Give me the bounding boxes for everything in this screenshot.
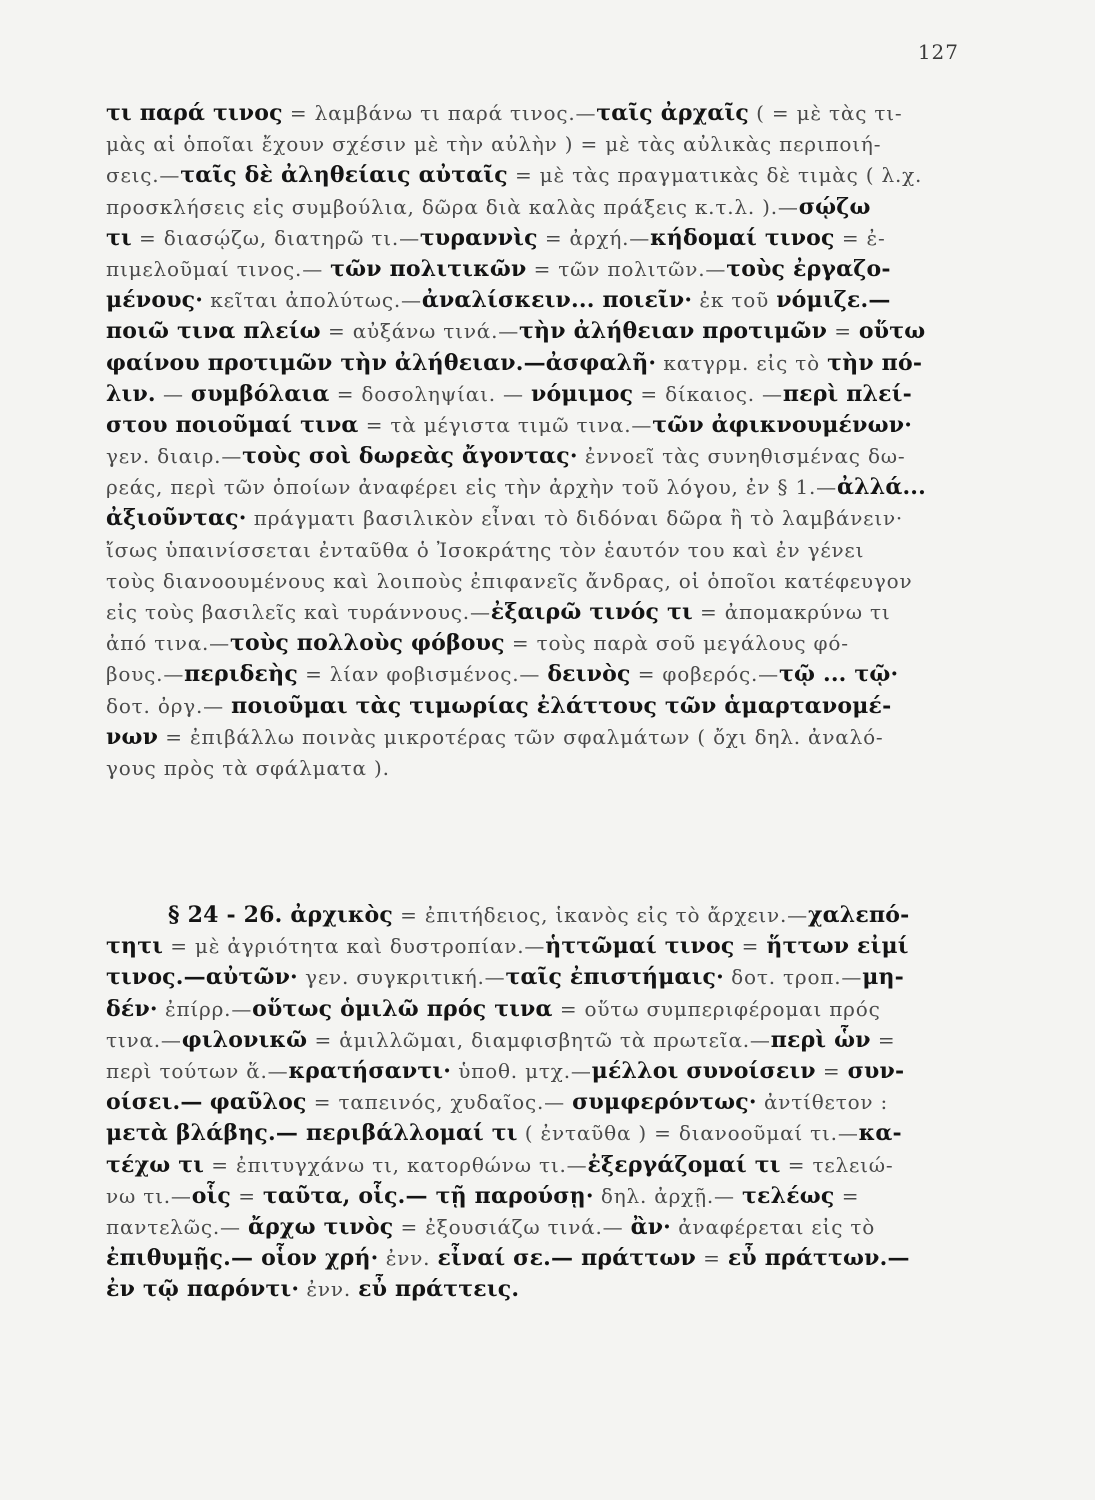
text-line [106, 129, 944, 160]
text-line [106, 1181, 944, 1212]
text-line [106, 348, 944, 379]
lemma-term: νόμιμος [530, 380, 634, 407]
gloss-text: δοτ. τροπ.— [724, 965, 863, 990]
lemma-term: τητι [106, 933, 164, 960]
lemma-term: τι [106, 224, 132, 251]
lemma-term: σῴζω [798, 193, 871, 220]
lemma-term: ἐπιθυμῇς.— οἷον χρή· [106, 1245, 379, 1272]
lemma-term: μετὰ βλάβης.— [106, 1120, 306, 1147]
text-line [106, 753, 944, 784]
gloss-text: ( ἐνταῦθα ) = διανοοῦμαί τι.— [517, 1121, 859, 1146]
lemma-term: περὶ πλεί- [782, 380, 912, 407]
lemma-term: λιν. [106, 380, 156, 407]
gloss-text: = δοσοληψίαι. — [329, 381, 531, 406]
lemma-term: περιβάλλομαί τι [305, 1120, 518, 1147]
gloss-text: ἀντίθετον : [756, 1090, 889, 1115]
lemma-term: οἷς [191, 1182, 232, 1209]
lemma-term: φιλονικῶ [181, 1026, 308, 1053]
gloss-text: = ἐξουσιάζω τινά.— [393, 1214, 631, 1239]
gloss-text: = λαμβάνω τι παρά τινος.— [282, 101, 597, 125]
lemma-term: τοὺς σοὶ δωρεὰς ἄγοντας· [242, 443, 578, 470]
gloss-text: ἐννοεῖ τὰς συνηθισμένας δω- [577, 444, 906, 469]
text-line [106, 379, 944, 410]
gloss-text: ὑποθ. μτχ.— [451, 1058, 592, 1083]
text-line [106, 994, 944, 1025]
gloss-text: παντελῶς.— [106, 1214, 248, 1239]
lemma-term: τῶν ἀφικνουμένων· [652, 411, 913, 438]
text-line [106, 410, 944, 441]
gloss-text: κεῖται ἀπολύτως.— [203, 288, 422, 313]
lemma-term: νων [106, 723, 159, 750]
lemma-term: τὴν πό- [827, 349, 923, 376]
lemma-term: τῶν πολιτικῶν [330, 255, 527, 282]
lemma-term: εὖ πράττεις. [358, 1276, 520, 1303]
gloss-text: = φοβερός.— [630, 662, 779, 687]
lemma-term: τέχω τι [106, 1151, 205, 1178]
gloss-text: = [834, 1183, 860, 1208]
text-line [106, 1087, 944, 1118]
lemma-term: τοὺς ἐργαζο- [726, 255, 891, 282]
gloss-text: = τοὺς παρὰ σοῦ μεγάλους φό- [504, 631, 849, 656]
lemma-term: μη- [862, 964, 905, 991]
text-line [106, 254, 944, 285]
text-line [106, 98, 944, 129]
lemma-term: στου ποιοῦμαί τινα [106, 411, 359, 438]
lemma-term: τυραννὶς [419, 224, 538, 251]
lemma-term: μέλλοι συνοίσειν [591, 1057, 816, 1084]
gloss-text: γεν. διαιρ.— [106, 444, 243, 469]
gloss-text: ἐπίρρ.— [157, 996, 253, 1021]
text-line [106, 1274, 944, 1305]
lemma-term: νόμιζε.— [776, 287, 891, 314]
gloss-text: πιμελοῦμαί τινος.— [106, 256, 331, 281]
lemma-term: ἀλλά... [836, 474, 927, 501]
lemma-term: χαλεπό- [807, 902, 910, 928]
text-line [106, 659, 944, 690]
lemma-term: εἶναί σε.— πράττων [437, 1245, 696, 1272]
lemma-term: ἂν· [630, 1213, 672, 1240]
lemma-term: ποιοῦμαι τὰς τιμωρίας ἐλάττους τῶν ἁμαρτανομέ- [231, 692, 892, 719]
text-line [106, 1118, 944, 1149]
text-line [106, 900, 944, 931]
text-line [106, 1056, 944, 1087]
lemma-term: περὶ ὧν [770, 1026, 871, 1053]
lemma-term: τὴν ἀλήθειαν προτιμῶν [519, 318, 828, 345]
lemma-term: φαῦλος [209, 1089, 307, 1116]
commentary-paragraph-2 [106, 900, 944, 1305]
text-line [106, 1243, 944, 1274]
lemma-term: τελέως [742, 1182, 835, 1209]
lemma-term: κρατήσαντι· [288, 1057, 452, 1084]
gloss-text: ἐνν. [299, 1277, 359, 1302]
lemma-term: ἐν τῷ παρόντι· [106, 1276, 300, 1303]
lemma-term: εὖ πράττων.— [727, 1245, 910, 1272]
text-line [106, 223, 944, 254]
lemma-term: ἀναλίσκειν... ποιεῖν· [421, 287, 693, 314]
text-line [106, 722, 944, 753]
lemma-term: ἀσφαλῆ· [545, 349, 657, 376]
gloss-text: τοὺς διανοουμένους καὶ λοιποὺς ἐπιφανεῖς ἄνδρας, οἱ ὁποῖοι κατέφευγον [106, 568, 913, 593]
lemma-term: ταῖς δὲ ἀληθείαις αὐταῖς [180, 162, 508, 189]
text-line [106, 1212, 944, 1243]
gloss-text: = ἐ- [834, 225, 886, 250]
gloss-text: γους πρὸς τὰ σφάλματα ). [106, 755, 390, 780]
lemma-term: συμβόλαια [190, 380, 330, 407]
gloss-text: δοτ. ὀργ.— [106, 693, 232, 718]
gloss-text: = διασῴζω, διατηρῶ τι.— [131, 225, 420, 250]
gloss-text: = δίκαιος. — [633, 381, 783, 406]
gloss-text: = [231, 1183, 263, 1208]
text-line [106, 597, 944, 628]
gloss-text: = ἐπιβάλλω ποινὰς μικροτέρας τῶν σφαλμάτων ( ὄχι δηλ. ἀναλό- [158, 724, 884, 749]
gloss-text: = [815, 1058, 848, 1083]
gloss-text: = τῶν πολιτῶν.— [526, 256, 727, 281]
gloss-text: ἐνν. [378, 1246, 438, 1271]
lemma-term: ἐξαιρῶ τινός τι [490, 599, 693, 625]
gloss-text: = ταπεινός, χυδαῖος.— [306, 1090, 573, 1115]
gloss-text: γεν. συγκριτική.— [297, 965, 506, 990]
commentary-paragraph-1 [106, 98, 944, 784]
gloss-text: τινα.— [106, 1027, 182, 1052]
lemma-term: ταῖς ἐπιστήμαις· [505, 964, 724, 991]
gloss-text: = οὕτω συμπεριφέρομαι πρός [552, 996, 881, 1021]
gloss-text: ( = μὲ τὰς τι- [748, 101, 903, 125]
gloss-text: = [827, 319, 859, 344]
lemma-term: κα- [858, 1120, 902, 1147]
lemma-term: ἄρχω τινὸς [247, 1213, 394, 1240]
gloss-text [203, 1090, 210, 1114]
text-line [106, 503, 944, 534]
gloss-text: ἐκ τοῦ [692, 288, 777, 313]
gloss-text: = τὰ μέγιστα τιμῶ τινα.— [358, 412, 653, 437]
gloss-text: νω τι.— [106, 1183, 192, 1208]
lemma-term: ἐξεργάζομαί τι [587, 1151, 781, 1178]
text-line [106, 962, 944, 993]
gloss-text: πράγματι βασιλικὸν εἶναι τὸ διδόναι δῶρα ἢ τὸ λαμβάνειν· [246, 506, 904, 531]
gloss-text: = [734, 934, 767, 959]
gloss-text: ρεάς, περὶ τῶν ὁποίων ἀναφέρει εἰς τὴν ἀρχὴν τοῦ λόγου, ἐν § 1.— [106, 475, 837, 500]
lemma-term: φαίνου προτιμῶν τὴν ἀλήθειαν.— [106, 349, 546, 376]
gloss-text: βους.— [106, 662, 185, 687]
lemma-term: ποιῶ τινα πλείω [106, 318, 321, 345]
gloss-text: = ἁμιλλῶμαι, διαμφισβητῶ τὰ πρωτεῖα.— [307, 1027, 771, 1052]
lemma-term: κήδομαί τινος [650, 224, 835, 251]
gloss-text: = μὲ ἀγριότητα καὶ δυστροπίαν.— [163, 934, 546, 959]
lemma-term: αὐτῶν· [205, 964, 298, 991]
lemma-term: μένους· [106, 287, 204, 314]
lemma-term: τινος.— [106, 964, 206, 991]
gloss-text: προσκλήσεις εἰς συμβούλια, δῶρα διὰ καλὰς πράξεις κ.τ.λ. ).— [106, 194, 799, 219]
lemma-term: συμφερόντως· [572, 1089, 757, 1116]
gloss-text: = ἐπιτήδειος, ἱκανὸς εἰς τὸ ἄρχειν.— [393, 903, 808, 927]
gloss-text: = μὲ τὰς πραγματικὰς δὲ τιμὰς ( λ.χ. [507, 163, 923, 188]
gloss-text: — [155, 381, 191, 406]
lemma-term: § 24 - 26. ἀρχικὸς [168, 902, 393, 928]
lemma-term: ἡττῶμαί τινος [545, 933, 735, 960]
text-line [106, 472, 944, 503]
lemma-term: δεινὸς [547, 661, 631, 688]
gloss-text: = αὐξάνω τινά.— [320, 319, 520, 344]
gloss-text: ἴσως ὑπαινίσσεται ἐνταῦθα ὁ Ἰσοκράτης τὸν ἑαυτόν του καὶ ἐν γένει [106, 537, 865, 562]
text-line [106, 441, 944, 472]
gloss-text: ἀναφέρεται εἰς τὸ [671, 1214, 876, 1239]
lemma-term: ταῦτα, οἷς.— τῇ παρούσῃ· [262, 1182, 594, 1209]
page-number: 127 [917, 40, 959, 64]
gloss-text: δηλ. ἀρχῇ.— [593, 1183, 742, 1208]
lemma-term: οὕτως ὁμιλῶ πρός τινα [252, 995, 553, 1022]
gloss-text: εἰς τοὺς βασιλεῖς καὶ τυράννους.— [106, 600, 491, 624]
text-line [106, 285, 944, 316]
gloss-text: = λίαν φοβισμένος.— [297, 662, 548, 687]
text-line [106, 160, 944, 191]
gloss-text: = ἀρχή.— [537, 225, 651, 250]
gloss-text: = ἐπιτυγχάνω τι, κατορθώνω τι.— [204, 1152, 588, 1177]
lemma-term: τῷ ... τῷ· [778, 661, 899, 688]
gloss-text: μὰς αἱ ὁποῖαι ἔχουν σχέσιν μὲ τὴν αὐλὴν ) = μὲ τὰς αὐλικὰς περιποιή- [106, 132, 882, 157]
lemma-term: συν- [847, 1057, 905, 1084]
gloss-text: = τελειώ- [780, 1152, 894, 1177]
gloss-text: κατγρμ. εἰς τὸ [656, 350, 828, 375]
gloss-text: = ἀπομακρύνω τι [692, 600, 891, 624]
text-line [106, 316, 944, 347]
lemma-term: τι παρά τινος [106, 100, 283, 126]
text-line [106, 1150, 944, 1181]
text-line [106, 1025, 944, 1056]
lemma-term: περιδεὴς [184, 661, 298, 688]
lemma-term: τοὺς πολλοὺς φόβους [229, 630, 505, 657]
text-line [106, 566, 944, 597]
gloss-text: ἀπό τινα.— [106, 631, 230, 656]
gloss-text: περὶ τούτων ἅ.— [106, 1058, 289, 1083]
gloss-text: σεις.— [106, 163, 181, 188]
lemma-term: δέν· [106, 995, 158, 1022]
lemma-term: οὕτω [858, 318, 926, 345]
text-line [106, 628, 944, 659]
text-line [106, 535, 944, 566]
text-line [106, 192, 944, 223]
gloss-text: = [870, 1027, 896, 1052]
lemma-term: οίσει.— [106, 1089, 203, 1116]
text-line [106, 691, 944, 722]
lemma-term: ἥττων εἰμί [766, 933, 909, 960]
lemma-term: ταῖς ἀρχαῖς [596, 100, 749, 126]
lemma-term: ἀξιοῦντας· [106, 505, 247, 532]
gloss-text: = [695, 1246, 728, 1271]
text-line [106, 931, 944, 962]
